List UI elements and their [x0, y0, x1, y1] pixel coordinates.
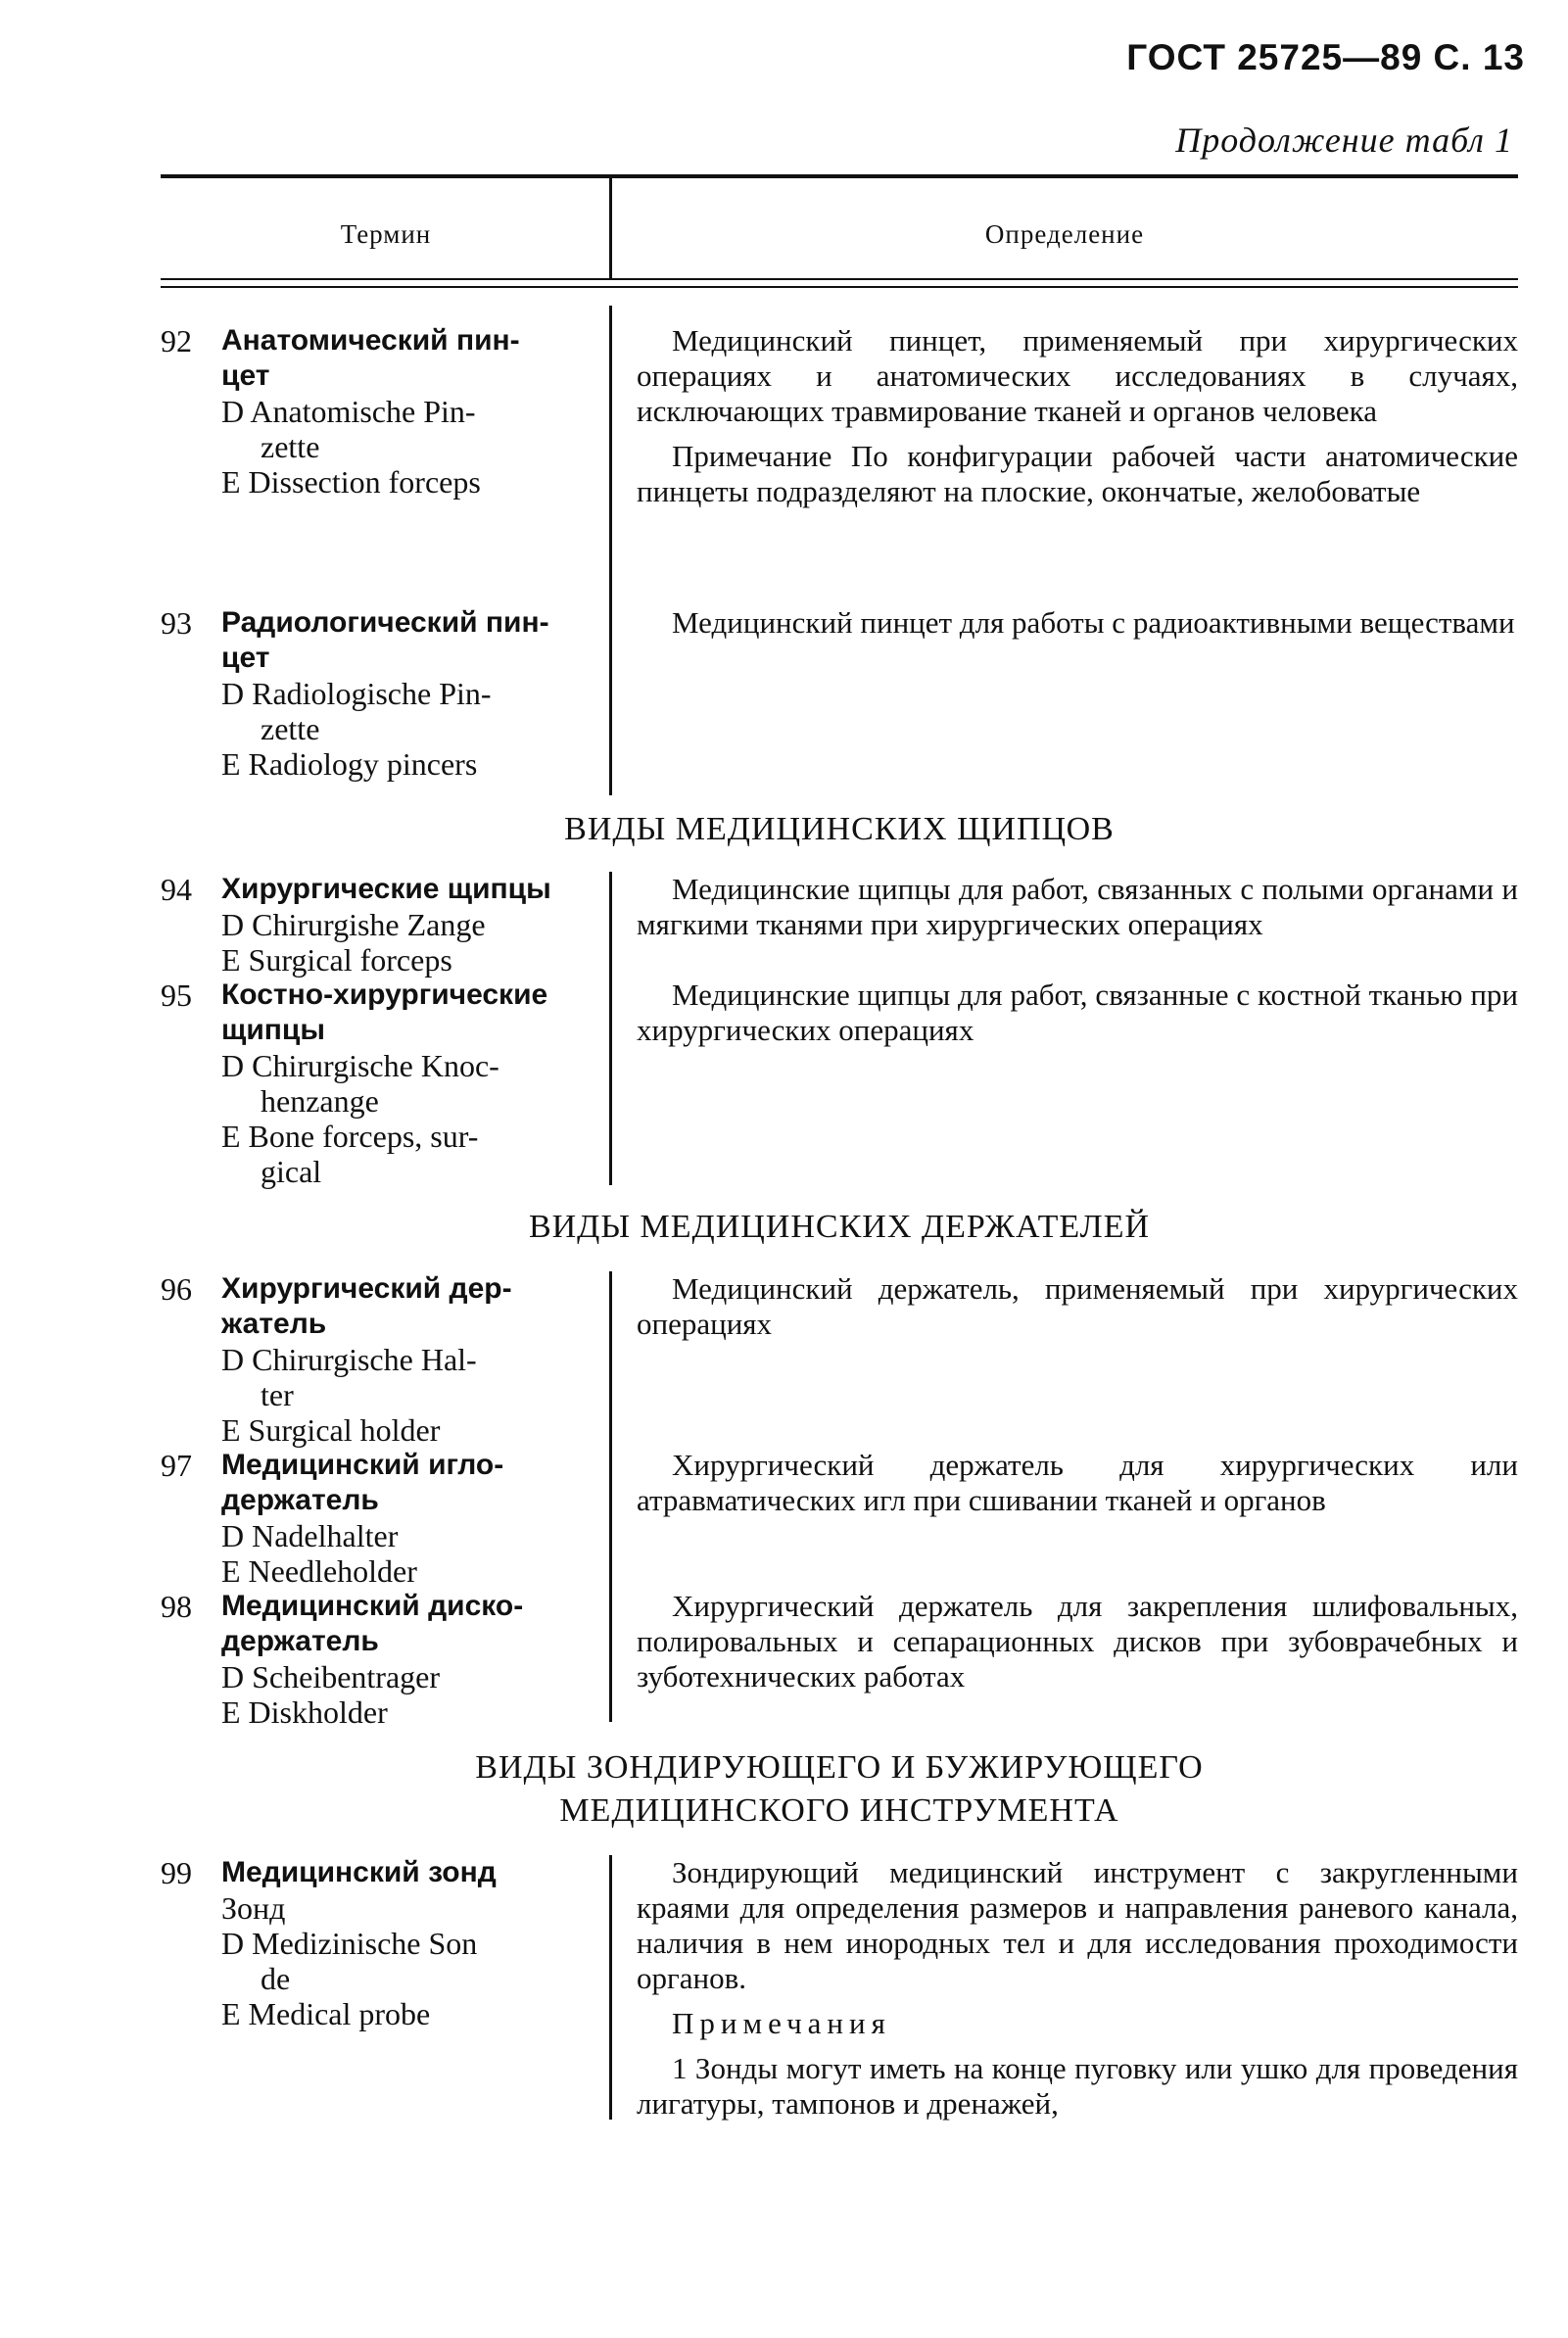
term-number: 94 — [161, 872, 192, 907]
definition: Зондирующий медицинский инструмент с закругленными краями для определения размеров и направления раневого канала, наличия в нем инородных тел и для исследования проходимости органов. — [637, 1855, 1518, 1995]
term-ru: Хирургический дер- — [221, 1272, 512, 1305]
definition: Медицинские щипцы для работ, связанных с полыми органами и мягкими тканями при хирургических операциях — [637, 872, 1518, 941]
header-rule — [161, 278, 1518, 280]
term-ru: держатель — [221, 1484, 379, 1516]
definition: Хирургический держатель для закрепления шлифовальных, полировальных и сепарационных дисков при зубоврачебных и зуботехнических работах — [637, 1589, 1518, 1694]
term-en: E Radiology pincers — [221, 746, 478, 782]
table-row — [161, 323, 582, 500]
header-rule — [161, 286, 1518, 288]
page-header: ГОСТ 25725—89 С. 13 — [1126, 37, 1525, 77]
note: Примечание По конфигурации рабочей части анатомические пинцеты подразделяют на плоские, окончатые, желобоватые — [637, 439, 1518, 508]
section-heading: ВИДЫ МЕДИЦИНСКИХ ДЕРЖАТЕЛЕЙ — [528, 1209, 1151, 1245]
table-row — [161, 1589, 582, 1730]
term-de: de — [261, 1961, 291, 1996]
table-row — [161, 978, 582, 1189]
term-number: 93 — [161, 605, 192, 641]
term-synonym: Зонд — [221, 1890, 286, 1926]
term-number: 95 — [161, 978, 192, 1013]
note: 1 Зонды могут иметь на конце пуговку или ушко для проведения лигатуры, тампонов и дренажей, — [637, 2051, 1518, 2121]
column-divider — [609, 872, 612, 1185]
table-continuation-label: Продолжение табл 1 — [1175, 120, 1513, 160]
table-row — [161, 1855, 582, 2031]
term-en: E Bone forceps, sur- — [221, 1119, 479, 1154]
term-en: gical — [261, 1154, 322, 1189]
term-ru: Медицинский зонд — [221, 1856, 497, 1888]
table-row — [161, 605, 582, 782]
column-header-definition: Определение — [984, 219, 1145, 249]
term-ru: Хирургические щипцы — [221, 873, 551, 905]
term-number: 97 — [161, 1448, 192, 1483]
term-ru: цет — [221, 642, 270, 674]
term-de: D Chirurgische Knoc- — [221, 1048, 499, 1083]
definition: Медицинские щипцы для работ, связанные с костной тканью при хирургических операциях — [637, 978, 1518, 1047]
table-row — [161, 1448, 582, 1589]
term-de: D Chirurgishe Zange — [221, 907, 486, 942]
term-en: E Medical probe — [221, 1996, 431, 2031]
term-ru: Медицинский игло- — [221, 1449, 504, 1481]
notes-title: Примечания — [672, 2006, 891, 2040]
term-ru: Радиологический пин- — [221, 606, 549, 639]
table-row — [161, 872, 582, 978]
term-de: zette — [261, 429, 320, 464]
term-number: 98 — [161, 1589, 192, 1624]
section-heading: МЕДИЦИНСКОГО ИНСТРУМЕНТА — [559, 1792, 1119, 1829]
term-ru: Медицинский диско- — [221, 1590, 524, 1622]
term-number: 92 — [161, 323, 192, 358]
column-divider — [609, 306, 612, 795]
definition: Медицинский пинцет, применяемый при хирургических операциях и анатомических исследованиях в случаях, исключающих травмирование тканей и органов человека — [637, 323, 1518, 428]
term-number: 96 — [161, 1271, 192, 1307]
term-de: D Scheibentrager — [221, 1659, 441, 1694]
term-de: henzange — [261, 1083, 379, 1119]
column-divider — [609, 1271, 612, 1722]
term-ru: Костно-хирургические — [221, 978, 548, 1011]
definition: Хирургический держатель для хирургических или атравматических игл при сшивании тканей и органов — [637, 1448, 1518, 1517]
term-ru: щипцы — [221, 1014, 325, 1046]
term-ru: жатель — [221, 1308, 327, 1340]
term-de: zette — [261, 711, 320, 746]
term-de: D Radiologische Pin- — [221, 676, 492, 711]
term-en: E Needleholder — [221, 1553, 417, 1589]
term-de: D Chirurgische Hal- — [221, 1342, 477, 1377]
term-ru: держатель — [221, 1625, 379, 1657]
definition: Медицинский держатель, применяемый при хирургических операциях — [637, 1271, 1518, 1341]
term-ru: цет — [221, 359, 270, 392]
table-row — [161, 1271, 582, 1448]
section-heading: ВИДЫ ЗОНДИРУЮЩЕГО И БУЖИРУЮЩЕГО — [475, 1749, 1204, 1786]
header-column-divider — [609, 178, 612, 278]
term-de: D Anatomische Pin- — [221, 394, 476, 429]
term-en: E Dissection forceps — [221, 464, 481, 500]
column-divider — [609, 1855, 612, 2120]
term-en: E Surgical forceps — [221, 942, 452, 978]
column-header-term: Термин — [340, 219, 432, 249]
term-de: ter — [261, 1377, 294, 1412]
term-en: E Diskholder — [221, 1694, 388, 1730]
section-heading: ВИДЫ МЕДИЦИНСКИХ ЩИПЦОВ — [564, 811, 1115, 847]
term-en: E Surgical holder — [221, 1412, 441, 1448]
definition: Медицинский пинцет для работы с радиоактивными веществами — [672, 605, 1515, 640]
term-ru: Анатомический пин- — [221, 324, 520, 357]
term-number: 99 — [161, 1855, 192, 1890]
term-de: D Medizinische Son — [221, 1926, 478, 1961]
table-top-rule — [161, 174, 1518, 178]
term-de: D Nadelhalter — [221, 1518, 399, 1553]
